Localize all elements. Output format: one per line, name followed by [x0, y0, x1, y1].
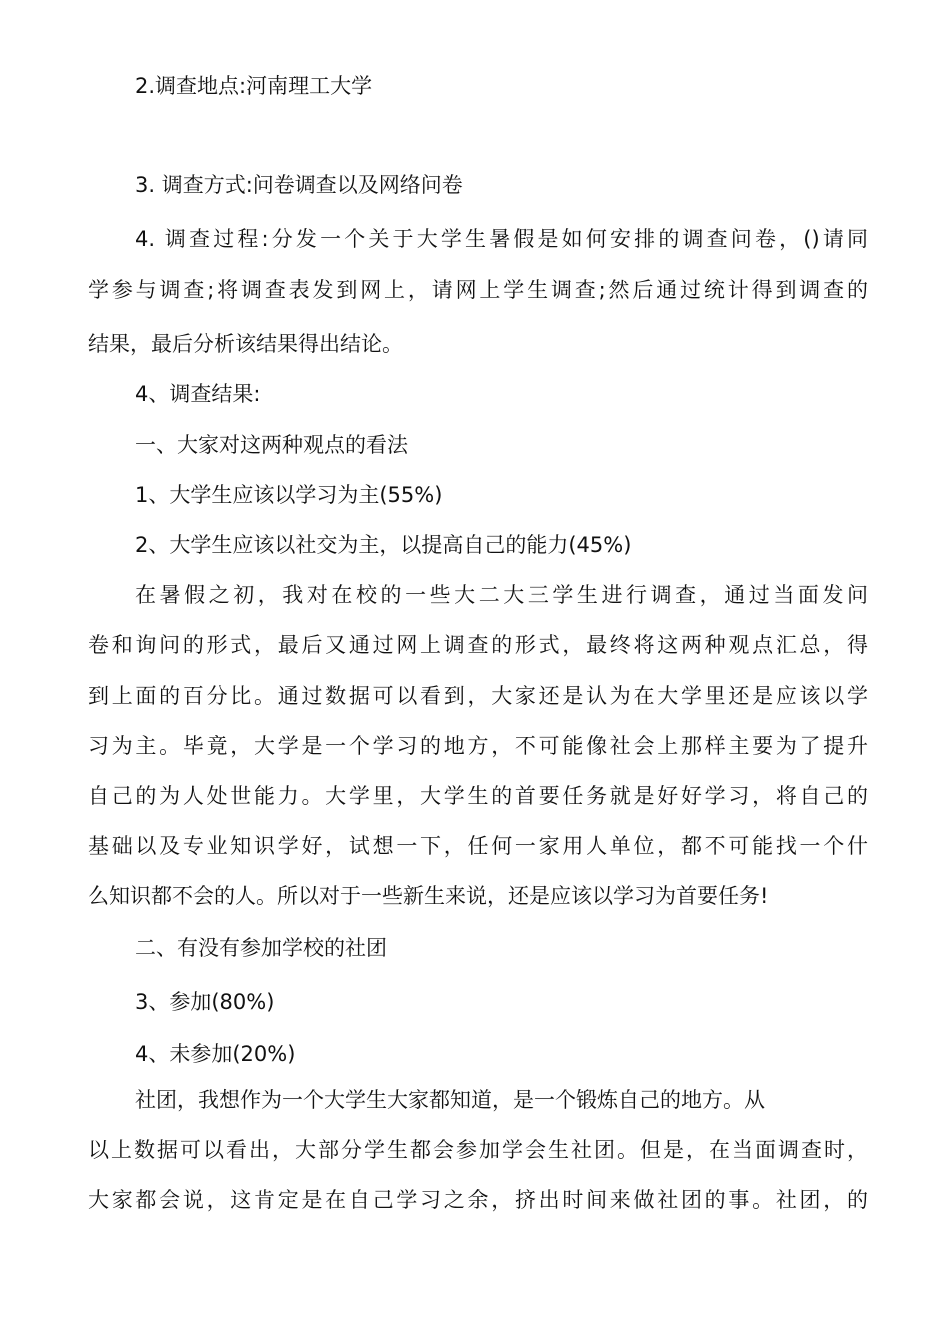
- section-one-heading: 一、大家对这两种观点的看法: [135, 433, 408, 457]
- survey-process-line-2: 学参与调查;将调查表发到网上，请网上学生调查;然后通过统计得到调查的: [88, 278, 868, 302]
- paragraph-2-line-1: 社团，我想作为一个大学生大家都知道，是一个锻炼自己的地方。从: [135, 1088, 765, 1112]
- paragraph-2-line-3: 大家都会说，这肯定是在自己学习之余，挤出时间来做社团的事。社团，的: [88, 1188, 868, 1212]
- paragraph-1-line-4: 习为主。毕竟，大学是一个学习的地方，不可能像社会上那样主要为了提升: [88, 734, 868, 758]
- survey-method-line: 3. 调查方式:问卷调查以及网络问卷: [135, 173, 463, 197]
- paragraph-1-line-1: 在暑假之初，我对在校的一些大二大三学生进行调查，通过当面发问: [135, 583, 868, 607]
- result-item-3: 3、参加(80%): [135, 990, 275, 1014]
- result-item-1: 1、大学生应该以学习为主(55%): [135, 483, 443, 507]
- paragraph-1-line-2: 卷和询问的形式，最后又通过网上调查的形式，最终将这两种观点汇总，得: [88, 633, 868, 657]
- paragraph-1-line-5: 自己的为人处世能力。大学里，大学生的首要任务就是好好学习，将自己的: [88, 784, 868, 808]
- paragraph-1-line-7: 么知识都不会的人。所以对于一些新生来说，还是应该以学习为首要任务!: [88, 884, 769, 908]
- section-two-heading: 二、有没有参加学校的社团: [135, 936, 387, 960]
- result-item-4: 4、未参加(20%): [135, 1042, 296, 1066]
- survey-process-line-3: 结果，最后分析该结果得出结论。: [88, 332, 403, 356]
- paragraph-1-line-3: 到上面的百分比。通过数据可以看到，大家还是认为在大学里还是应该以学: [88, 684, 868, 708]
- survey-location-line: 2.调查地点:河南理工大学: [135, 74, 373, 98]
- survey-process-line-1: 4. 调查过程:分发一个关于大学生暑假是如何安排的调查问卷，()请同: [135, 227, 868, 251]
- survey-results-heading: 4、调查结果:: [135, 382, 261, 406]
- paragraph-2-line-2: 以上数据可以看出，大部分学生都会参加学会生社团。但是，在当面调查时，: [88, 1138, 868, 1162]
- result-item-2: 2、大学生应该以社交为主，以提高自己的能力(45%): [135, 533, 632, 557]
- paragraph-1-line-6: 基础以及专业知识学好，试想一下，任何一家用人单位，都不可能找一个什: [88, 834, 868, 858]
